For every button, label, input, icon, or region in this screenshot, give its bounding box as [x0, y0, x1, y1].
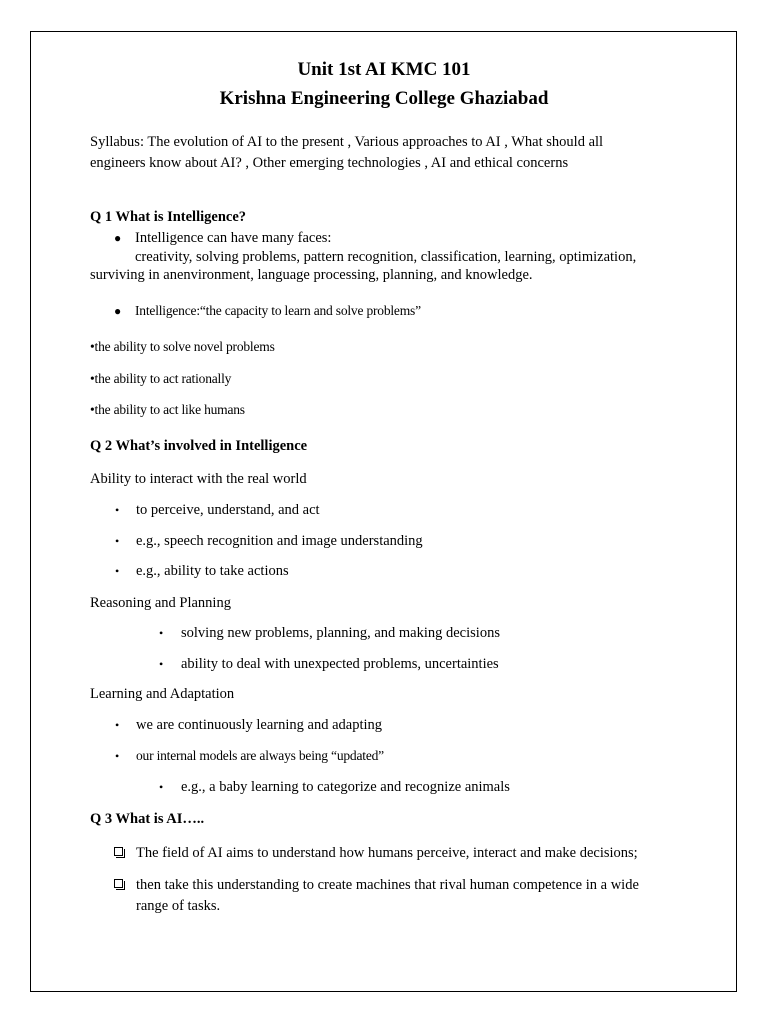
bullet-icon: • — [115, 718, 120, 732]
q1-bullet-2: Intelligence:“the capacity to learn and solve problems” — [135, 303, 421, 318]
q2-section-title: Learning and Adaptation — [90, 686, 235, 702]
syllabus-line-2: engineers know about AI? , Other emerging technologies , AI and ethical concerns — [90, 155, 569, 171]
q1-bullet-1-continuation: surviving in anenvironment, language processing, planning, and knowledge. — [90, 267, 533, 283]
q3-heading: Q 3 What is AI….. — [90, 811, 205, 827]
q2-section-title: Ability to interact with the real world — [90, 471, 307, 487]
q1-item: •the ability to act rationally — [90, 371, 232, 386]
bullet-icon: • — [159, 780, 164, 794]
q1-bullet-1: Intelligence can have many faces: — [135, 230, 332, 246]
bullet-icon: ● — [114, 231, 122, 245]
checkbox-bullet-icon — [114, 847, 123, 856]
list-item: we are continuously learning and adapting — [136, 717, 383, 733]
list-item: e.g., ability to take actions — [136, 563, 289, 579]
q3-item: The field of AI aims to understand how humans perceive, interact and make decisions; — [136, 845, 638, 861]
bullet-icon: • — [115, 749, 120, 763]
q1-heading: Q 1 What is Intelligence? — [90, 209, 247, 225]
bullet-icon: ● — [114, 304, 122, 318]
syllabus-line-1: Syllabus: The evolution of AI to the present , Various approaches to AI , What should all — [90, 134, 604, 150]
list-item: our internal models are always being “updated” — [136, 748, 384, 763]
list-item: e.g., speech recognition and image understanding — [136, 533, 423, 549]
q3-item-continuation: range of tasks. — [136, 898, 221, 914]
list-item: solving new problems, planning, and making decisions — [181, 625, 500, 641]
q2-heading: Q 2 What’s involved in Intelligence — [90, 438, 308, 454]
q2-section-title: Reasoning and Planning — [90, 595, 231, 611]
q1-item: •the ability to act like humans — [90, 402, 245, 417]
bullet-icon: • — [159, 657, 164, 671]
list-item: ability to deal with unexpected problems, uncertainties — [181, 656, 499, 672]
checkbox-bullet-icon — [114, 879, 123, 888]
bullet-icon: • — [159, 626, 164, 640]
document-title: Unit 1st AI KMC 101 — [297, 59, 471, 80]
bullet-icon: • — [115, 564, 120, 578]
list-item: to perceive, understand, and act — [136, 502, 320, 518]
list-subitem: e.g., a baby learning to categorize and recognize animals — [181, 779, 510, 795]
bullet-icon: • — [115, 503, 120, 517]
q3-item: then take this understanding to create machines that rival human competence in a wide — [136, 877, 639, 893]
q1-bullet-1-continuation: creativity, solving problems, pattern recognition, classification, learning, optimization, — [135, 249, 637, 265]
q1-item: •the ability to solve novel problems — [90, 339, 275, 354]
document-subtitle: Krishna Engineering College Ghaziabad — [219, 88, 549, 109]
bullet-icon: • — [115, 534, 120, 548]
